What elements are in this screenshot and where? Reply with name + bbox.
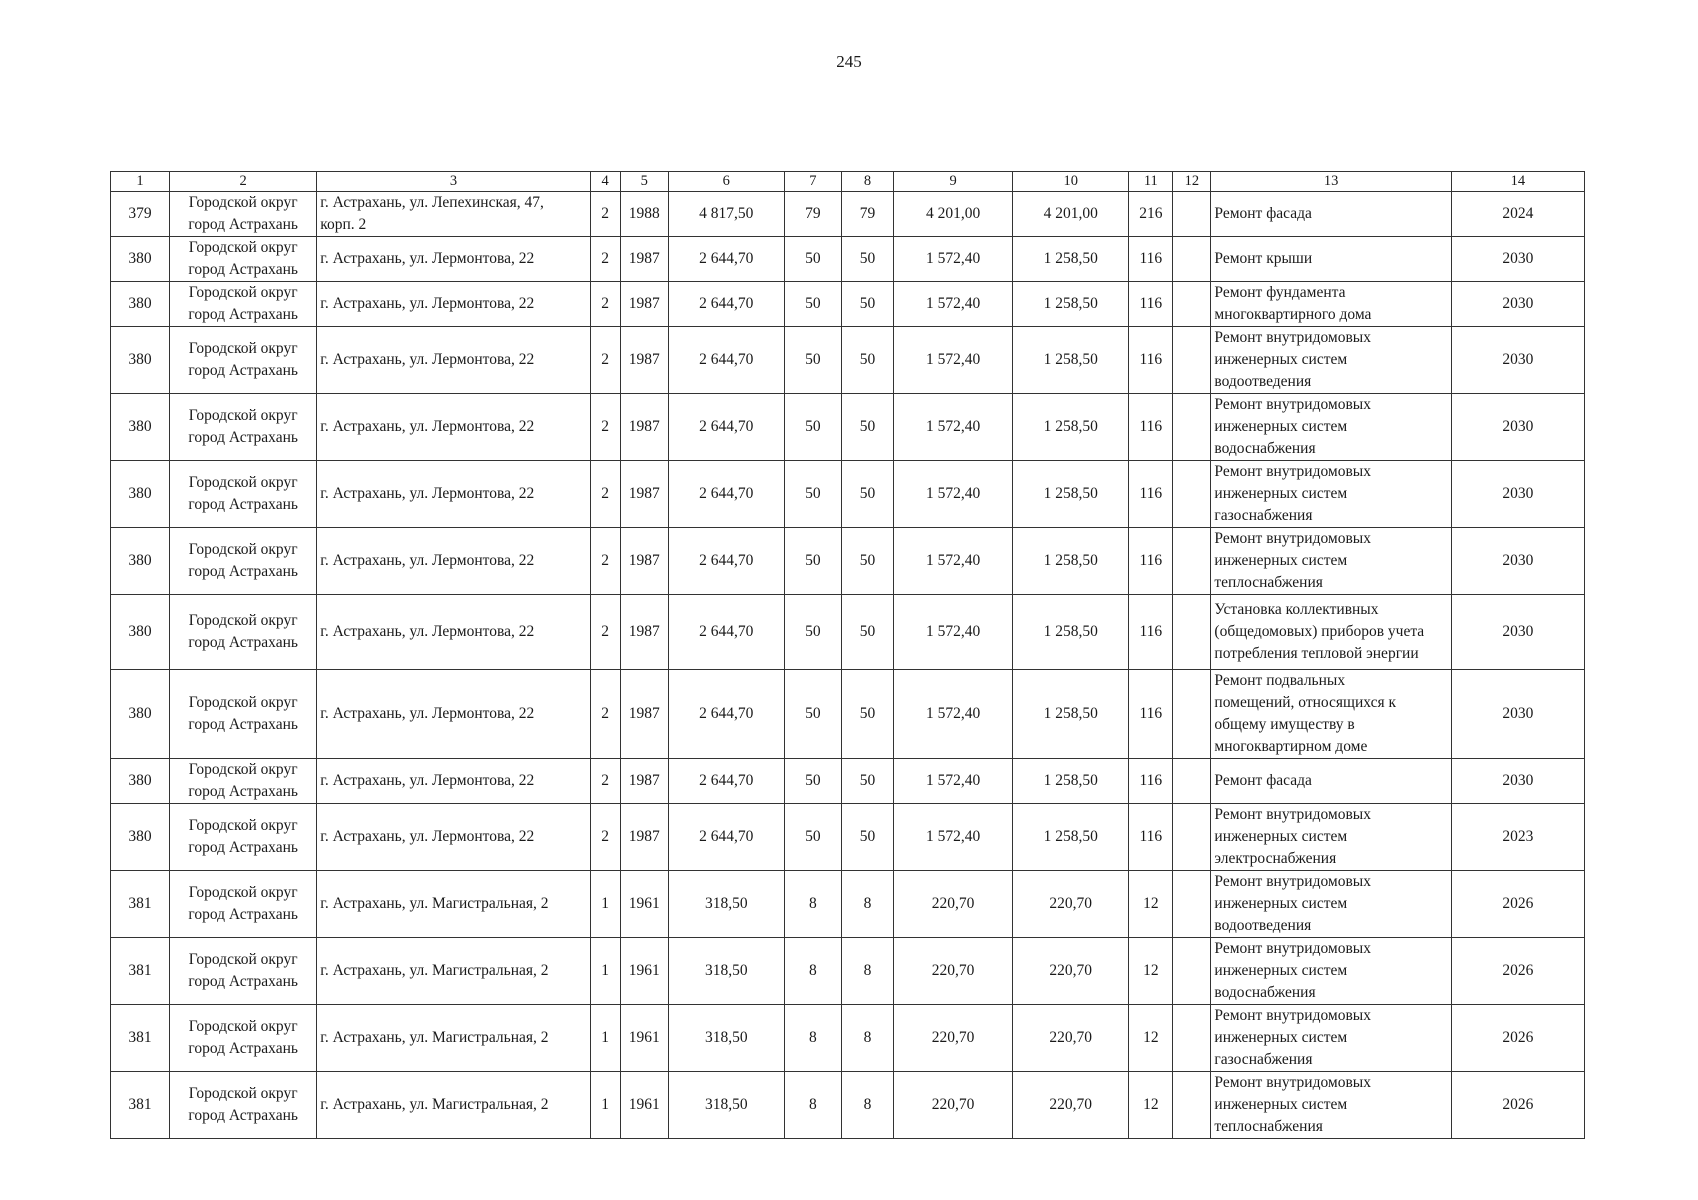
year-built-cell: 1987 (620, 327, 668, 394)
inhabitants-cell: 116 (1129, 327, 1173, 394)
column-number: 5 (620, 172, 668, 192)
total-area-cell: 2 644,70 (668, 327, 784, 394)
column-number: 3 (317, 172, 590, 192)
inhabitants-cell: 116 (1129, 528, 1173, 595)
planned-year-cell: 2030 (1451, 670, 1584, 759)
apartments-cell: 50 (784, 327, 841, 394)
municipality-cell: Городской округ город Астрахань (170, 528, 317, 595)
row-number-cell: 380 (111, 759, 170, 804)
year-built-cell: 1961 (620, 938, 668, 1005)
column-number: 1 (111, 172, 170, 192)
floors-cell: 2 (590, 759, 620, 804)
blank-col-cell (1173, 327, 1211, 394)
capital-repair-table (110, 171, 1585, 1139)
floors-cell: 2 (590, 595, 620, 670)
municipality-cell: Городской округ город Астрахань (170, 938, 317, 1005)
total-area-cell: 2 644,70 (668, 670, 784, 759)
column-number: 12 (1173, 172, 1211, 192)
column-number: 13 (1211, 172, 1451, 192)
owned-area-cell: 1 258,50 (1013, 282, 1129, 327)
total-area-cell: 2 644,70 (668, 528, 784, 595)
table-row (111, 282, 1585, 327)
address-cell: г. Астрахань, ул. Лермонтова, 22 (317, 237, 590, 282)
living-area-cell: 1 572,40 (894, 282, 1013, 327)
address-cell: г. Астрахань, ул. Лермонтова, 22 (317, 528, 590, 595)
row-number-cell: 380 (111, 670, 170, 759)
total-area-cell: 318,50 (668, 871, 784, 938)
planned-year-cell: 2030 (1451, 237, 1584, 282)
address-cell: г. Астрахань, ул. Лермонтова, 22 (317, 804, 590, 871)
row-number-cell: 380 (111, 327, 170, 394)
blank-col-cell (1173, 759, 1211, 804)
living-area-cell: 1 572,40 (894, 670, 1013, 759)
total-area-cell: 318,50 (668, 1005, 784, 1072)
work-type-cell: Ремонт крыши (1211, 237, 1451, 282)
municipality-cell: Городской округ город Астрахань (170, 670, 317, 759)
address-cell: г. Астрахань, ул. Магистральная, 2 (317, 1005, 590, 1072)
residents-cell: 50 (841, 528, 893, 595)
inhabitants-cell: 116 (1129, 461, 1173, 528)
apartments-cell: 50 (784, 282, 841, 327)
inhabitants-cell: 116 (1129, 394, 1173, 461)
municipality-cell: Городской округ город Астрахань (170, 192, 317, 237)
apartments-cell: 50 (784, 595, 841, 670)
table-row (111, 759, 1585, 804)
work-type-cell: Установка коллективных (общедомовых) приборов учета потребления тепловой энергии (1211, 595, 1451, 670)
year-built-cell: 1987 (620, 595, 668, 670)
year-built-cell: 1987 (620, 282, 668, 327)
row-number-cell: 381 (111, 871, 170, 938)
residents-cell: 50 (841, 282, 893, 327)
blank-col-cell (1173, 461, 1211, 528)
municipality-cell: Городской округ город Астрахань (170, 1005, 317, 1072)
year-built-cell: 1987 (620, 804, 668, 871)
residents-cell: 8 (841, 871, 893, 938)
planned-year-cell: 2030 (1451, 282, 1584, 327)
table-row (111, 461, 1585, 528)
year-built-cell: 1961 (620, 871, 668, 938)
year-built-cell: 1987 (620, 670, 668, 759)
inhabitants-cell: 12 (1129, 871, 1173, 938)
municipality-cell: Городской округ город Астрахань (170, 282, 317, 327)
owned-area-cell: 4 201,00 (1013, 192, 1129, 237)
planned-year-cell: 2030 (1451, 595, 1584, 670)
table-row (111, 528, 1585, 595)
total-area-cell: 318,50 (668, 938, 784, 1005)
work-type-cell: Ремонт внутридомовых инженерных систем газоснабжения (1211, 461, 1451, 528)
row-number-cell: 380 (111, 461, 170, 528)
total-area-cell: 2 644,70 (668, 595, 784, 670)
planned-year-cell: 2030 (1451, 394, 1584, 461)
living-area-cell: 220,70 (894, 1005, 1013, 1072)
total-area-cell: 2 644,70 (668, 461, 784, 528)
planned-year-cell: 2030 (1451, 528, 1584, 595)
work-type-cell: Ремонт подвальных помещений, относящихся к общему имуществу в многоквартирном доме (1211, 670, 1451, 759)
table-row (111, 237, 1585, 282)
address-cell: г. Астрахань, ул. Лермонтова, 22 (317, 461, 590, 528)
floors-cell: 2 (590, 804, 620, 871)
municipality-cell: Городской округ город Астрахань (170, 595, 317, 670)
blank-col-cell (1173, 804, 1211, 871)
owned-area-cell: 1 258,50 (1013, 394, 1129, 461)
work-type-cell: Ремонт внутридомовых инженерных систем теплоснабжения (1211, 528, 1451, 595)
blank-col-cell (1173, 192, 1211, 237)
blank-col-cell (1173, 237, 1211, 282)
row-number-cell: 380 (111, 595, 170, 670)
column-number: 11 (1129, 172, 1173, 192)
work-type-cell: Ремонт фасада (1211, 759, 1451, 804)
apartments-cell: 50 (784, 759, 841, 804)
residents-cell: 50 (841, 237, 893, 282)
planned-year-cell: 2030 (1451, 327, 1584, 394)
residents-cell: 79 (841, 192, 893, 237)
year-built-cell: 1987 (620, 759, 668, 804)
living-area-cell: 1 572,40 (894, 595, 1013, 670)
table-row (111, 871, 1585, 938)
floors-cell: 1 (590, 871, 620, 938)
planned-year-cell: 2026 (1451, 1005, 1584, 1072)
row-number-cell: 380 (111, 394, 170, 461)
apartments-cell: 8 (784, 1072, 841, 1139)
inhabitants-cell: 116 (1129, 237, 1173, 282)
floors-cell: 1 (590, 1005, 620, 1072)
work-type-cell: Ремонт внутридомовых инженерных систем электроснабжения (1211, 804, 1451, 871)
residents-cell: 50 (841, 394, 893, 461)
address-cell: г. Астрахань, ул. Магистральная, 2 (317, 1072, 590, 1139)
floors-cell: 2 (590, 192, 620, 237)
total-area-cell: 2 644,70 (668, 282, 784, 327)
residents-cell: 50 (841, 804, 893, 871)
planned-year-cell: 2023 (1451, 804, 1584, 871)
column-number: 2 (170, 172, 317, 192)
living-area-cell: 4 201,00 (894, 192, 1013, 237)
blank-col-cell (1173, 528, 1211, 595)
owned-area-cell: 1 258,50 (1013, 327, 1129, 394)
floors-cell: 2 (590, 528, 620, 595)
total-area-cell: 2 644,70 (668, 394, 784, 461)
floors-cell: 2 (590, 394, 620, 461)
table-row (111, 1005, 1585, 1072)
total-area-cell: 2 644,70 (668, 759, 784, 804)
column-number: 7 (784, 172, 841, 192)
year-built-cell: 1987 (620, 237, 668, 282)
total-area-cell: 2 644,70 (668, 237, 784, 282)
owned-area-cell: 1 258,50 (1013, 528, 1129, 595)
work-type-cell: Ремонт внутридомовых инженерных систем теплоснабжения (1211, 1072, 1451, 1139)
floors-cell: 2 (590, 327, 620, 394)
blank-col-cell (1173, 1005, 1211, 1072)
living-area-cell: 1 572,40 (894, 804, 1013, 871)
column-number: 4 (590, 172, 620, 192)
address-cell: г. Астрахань, ул. Лермонтова, 22 (317, 394, 590, 461)
owned-area-cell: 1 258,50 (1013, 237, 1129, 282)
municipality-cell: Городской округ город Астрахань (170, 394, 317, 461)
inhabitants-cell: 116 (1129, 804, 1173, 871)
work-type-cell: Ремонт фундамента многоквартирного дома (1211, 282, 1451, 327)
apartments-cell: 50 (784, 670, 841, 759)
address-cell: г. Астрахань, ул. Магистральная, 2 (317, 871, 590, 938)
work-type-cell: Ремонт внутридомовых инженерных систем водоснабжения (1211, 938, 1451, 1005)
address-cell: г. Астрахань, ул. Лермонтова, 22 (317, 595, 590, 670)
year-built-cell: 1988 (620, 192, 668, 237)
year-built-cell: 1961 (620, 1072, 668, 1139)
residents-cell: 50 (841, 670, 893, 759)
apartments-cell: 8 (784, 1005, 841, 1072)
municipality-cell: Городской округ город Астрахань (170, 237, 317, 282)
column-number: 8 (841, 172, 893, 192)
table-row (111, 670, 1585, 759)
apartments-cell: 8 (784, 938, 841, 1005)
blank-col-cell (1173, 1072, 1211, 1139)
municipality-cell: Городской округ город Астрахань (170, 804, 317, 871)
municipality-cell: Городской округ город Астрахань (170, 461, 317, 528)
planned-year-cell: 2024 (1451, 192, 1584, 237)
owned-area-cell: 1 258,50 (1013, 670, 1129, 759)
planned-year-cell: 2026 (1451, 1072, 1584, 1139)
living-area-cell: 220,70 (894, 871, 1013, 938)
municipality-cell: Городской округ город Астрахань (170, 327, 317, 394)
owned-area-cell: 220,70 (1013, 938, 1129, 1005)
blank-col-cell (1173, 394, 1211, 461)
residents-cell: 50 (841, 327, 893, 394)
address-cell: г. Астрахань, ул. Магистральная, 2 (317, 938, 590, 1005)
inhabitants-cell: 116 (1129, 670, 1173, 759)
blank-col-cell (1173, 871, 1211, 938)
owned-area-cell: 220,70 (1013, 1005, 1129, 1072)
year-built-cell: 1987 (620, 394, 668, 461)
year-built-cell: 1987 (620, 461, 668, 528)
residents-cell: 50 (841, 595, 893, 670)
blank-col-cell (1173, 282, 1211, 327)
table-row (111, 804, 1585, 871)
blank-col-cell (1173, 595, 1211, 670)
living-area-cell: 1 572,40 (894, 237, 1013, 282)
floors-cell: 2 (590, 282, 620, 327)
inhabitants-cell: 116 (1129, 759, 1173, 804)
table-row (111, 938, 1585, 1005)
row-number-cell: 379 (111, 192, 170, 237)
floors-cell: 1 (590, 938, 620, 1005)
residents-cell: 8 (841, 938, 893, 1005)
column-number: 14 (1451, 172, 1584, 192)
residents-cell: 50 (841, 759, 893, 804)
column-number: 10 (1013, 172, 1129, 192)
municipality-cell: Городской округ город Астрахань (170, 759, 317, 804)
address-cell: г. Астрахань, ул. Лермонтова, 22 (317, 282, 590, 327)
work-type-cell: Ремонт внутридомовых инженерных систем водоотведения (1211, 871, 1451, 938)
row-number-cell: 381 (111, 938, 170, 1005)
owned-area-cell: 1 258,50 (1013, 804, 1129, 871)
address-cell: г. Астрахань, ул. Лермонтова, 22 (317, 327, 590, 394)
inhabitants-cell: 116 (1129, 595, 1173, 670)
inhabitants-cell: 216 (1129, 192, 1173, 237)
table-row (111, 1072, 1585, 1139)
living-area-cell: 1 572,40 (894, 327, 1013, 394)
municipality-cell: Городской округ город Астрахань (170, 1072, 317, 1139)
owned-area-cell: 220,70 (1013, 1072, 1129, 1139)
floors-cell: 2 (590, 237, 620, 282)
table-row (111, 192, 1585, 237)
row-number-cell: 381 (111, 1072, 170, 1139)
address-cell: г. Астрахань, ул. Лермонтова, 22 (317, 670, 590, 759)
planned-year-cell: 2026 (1451, 938, 1584, 1005)
year-built-cell: 1961 (620, 1005, 668, 1072)
table-row (111, 595, 1585, 670)
planned-year-cell: 2030 (1451, 461, 1584, 528)
planned-year-cell: 2026 (1451, 871, 1584, 938)
work-type-cell: Ремонт внутридомовых инженерных систем водоснабжения (1211, 394, 1451, 461)
blank-col-cell (1173, 670, 1211, 759)
blank-col-cell (1173, 938, 1211, 1005)
owned-area-cell: 1 258,50 (1013, 461, 1129, 528)
apartments-cell: 79 (784, 192, 841, 237)
page-number: 245 (836, 52, 862, 71)
owned-area-cell: 1 258,50 (1013, 759, 1129, 804)
living-area-cell: 1 572,40 (894, 394, 1013, 461)
residents-cell: 8 (841, 1072, 893, 1139)
residents-cell: 8 (841, 1005, 893, 1072)
apartments-cell: 50 (784, 237, 841, 282)
owned-area-cell: 220,70 (1013, 871, 1129, 938)
apartments-cell: 50 (784, 461, 841, 528)
total-area-cell: 2 644,70 (668, 804, 784, 871)
living-area-cell: 220,70 (894, 938, 1013, 1005)
address-cell: г. Астрахань, ул. Лермонтова, 22 (317, 759, 590, 804)
row-number-cell: 380 (111, 528, 170, 595)
inhabitants-cell: 12 (1129, 1005, 1173, 1072)
living-area-cell: 1 572,40 (894, 528, 1013, 595)
planned-year-cell: 2030 (1451, 759, 1584, 804)
column-number-row (111, 172, 1585, 192)
total-area-cell: 4 817,50 (668, 192, 784, 237)
work-type-cell: Ремонт внутридомовых инженерных систем газоснабжения (1211, 1005, 1451, 1072)
table-row (111, 327, 1585, 394)
residents-cell: 50 (841, 461, 893, 528)
owned-area-cell: 1 258,50 (1013, 595, 1129, 670)
column-number: 9 (894, 172, 1013, 192)
apartments-cell: 50 (784, 804, 841, 871)
work-type-cell: Ремонт внутридомовых инженерных систем водоотведения (1211, 327, 1451, 394)
floors-cell: 1 (590, 1072, 620, 1139)
row-number-cell: 381 (111, 1005, 170, 1072)
column-number: 6 (668, 172, 784, 192)
floors-cell: 2 (590, 461, 620, 528)
apartments-cell: 8 (784, 871, 841, 938)
apartments-cell: 50 (784, 528, 841, 595)
row-number-cell: 380 (111, 804, 170, 871)
address-cell: г. Астрахань, ул. Лепехинская, 47, корп. 2 (317, 192, 590, 237)
inhabitants-cell: 12 (1129, 1072, 1173, 1139)
work-type-cell: Ремонт фасада (1211, 192, 1451, 237)
total-area-cell: 318,50 (668, 1072, 784, 1139)
inhabitants-cell: 116 (1129, 282, 1173, 327)
municipality-cell: Городской округ город Астрахань (170, 871, 317, 938)
living-area-cell: 220,70 (894, 1072, 1013, 1139)
row-number-cell: 380 (111, 237, 170, 282)
row-number-cell: 380 (111, 282, 170, 327)
inhabitants-cell: 12 (1129, 938, 1173, 1005)
apartments-cell: 50 (784, 394, 841, 461)
living-area-cell: 1 572,40 (894, 461, 1013, 528)
year-built-cell: 1987 (620, 528, 668, 595)
table-row (111, 394, 1585, 461)
floors-cell: 2 (590, 670, 620, 759)
living-area-cell: 1 572,40 (894, 759, 1013, 804)
table-body (111, 172, 1585, 1139)
